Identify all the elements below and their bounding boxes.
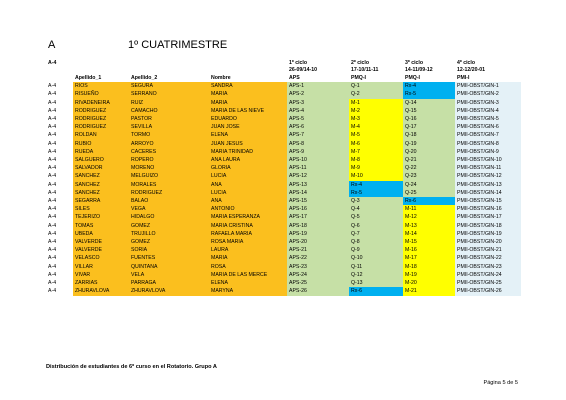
apellido-2-cell: CACERES (129, 148, 209, 156)
period-2-cell: M-3 (349, 115, 403, 123)
apellido-2-cell: VELA (129, 271, 209, 279)
period-1-cell: APS-2 (287, 90, 349, 98)
group-label: A-4 (48, 60, 57, 66)
nombre-cell: MARIA DE LAS NIEVE (209, 107, 287, 115)
nombre-cell: LAURA (209, 246, 287, 254)
nombre-cell: SANDRA (209, 82, 287, 90)
period-1-line1: 1º ciclo (289, 60, 308, 66)
period-2-cell: M-9 (349, 164, 403, 172)
page-number: Página 5 de 5 (483, 380, 518, 386)
period-4-cell: PMII-OBST/GIN-8 (455, 140, 521, 148)
apellido-2-cell: QUINTANA (129, 263, 209, 271)
group-cell: A-4 (48, 148, 57, 155)
apellido-1-cell: ZARRIAS (73, 279, 129, 287)
nombre-cell: ANTONIO (209, 205, 287, 213)
group-cell: A-4 (48, 91, 57, 98)
period-3-cell: M-15 (403, 238, 455, 246)
apellido-1-cell: RUEDA (73, 148, 129, 156)
apellido-2-cell: MELGUIZO (129, 172, 209, 180)
period-3-cell: Q-15 (403, 107, 455, 115)
period-2-cell: Q-8 (349, 238, 403, 246)
nombre-cell: LUCIA (209, 172, 287, 180)
period-1-cell: APS-10 (287, 156, 349, 164)
nombre-cell: EDUARDO (209, 115, 287, 123)
nombre-cell: ANA LAURA (209, 156, 287, 164)
apellido-2-cell: GOMEZ (129, 222, 209, 230)
table-caption: Distribución de estudiantes de 6º curso en el Rotatorio. Grupo A (46, 364, 217, 370)
period-2-cell: M-10 (349, 172, 403, 180)
apellido-1-cell: SEGARRA (73, 197, 129, 205)
apellido-1-cell: VILLAR (73, 263, 129, 271)
period-2-cell: M-2 (349, 107, 403, 115)
group-cell: A-4 (48, 206, 57, 213)
page-title: 1º CUATRIMESTRE (128, 39, 228, 51)
period-3-cell: M-12 (403, 213, 455, 221)
apellido-1-cell: UBEDA (73, 230, 129, 238)
nombre-cell: ANA (209, 197, 287, 205)
period-4-cell: PMII-OBST/GIN-4 (455, 107, 521, 115)
nombre-cell: ROSA MARIA (209, 238, 287, 246)
period-2-cell: M-6 (349, 140, 403, 148)
nombre-cell: LUCIA (209, 189, 287, 197)
group-cell: A-4 (48, 107, 57, 114)
apellido-2-cell: PARRAGA (129, 279, 209, 287)
group-cell: A-4 (48, 214, 57, 221)
period-1-cell: APS-21 (287, 246, 349, 254)
group-cell: A-4 (48, 230, 57, 237)
nombre-cell: MARIA ESPERANZA (209, 213, 287, 221)
table-row (46, 164, 521, 172)
period-1-cell: APS-4 (287, 107, 349, 115)
period-1-cell: APS-5 (287, 115, 349, 123)
table-row (46, 279, 521, 287)
period-3-cell: M-13 (403, 222, 455, 230)
period-3-cell: Q-17 (403, 123, 455, 131)
period-3-cell: Q-22 (403, 164, 455, 172)
period-4-cell: PMII-OBST/GIN-11 (455, 164, 521, 172)
table-row (46, 107, 521, 115)
period-3-cell: Rx-6 (403, 197, 455, 205)
table-row (46, 271, 521, 279)
group-cell: A-4 (48, 189, 57, 196)
table-row (46, 181, 521, 189)
period-4-cell: PMII-OBST/GIN-9 (455, 148, 521, 156)
apellido-2-cell: ROPERO (129, 156, 209, 164)
period-2-cell: Q-7 (349, 230, 403, 238)
apellido-2-cell: MORENO (129, 164, 209, 172)
period-3-cell: M-16 (403, 246, 455, 254)
period-4-cell: PMII-OBST/GIN-24 (455, 271, 521, 279)
apellido-1-cell: RUBIO (73, 140, 129, 148)
period-3-cell: M-17 (403, 254, 455, 262)
group-cell: A-4 (48, 132, 57, 139)
table-row (46, 148, 521, 156)
period-1-cell: APS-3 (287, 99, 349, 107)
period-1-cell: APS-24 (287, 271, 349, 279)
apellido-1-cell: RIOS (73, 82, 129, 90)
nombre-cell: MARIA (209, 99, 287, 107)
period-2-cell: M-8 (349, 156, 403, 164)
nombre-cell: JUAN JOSE (209, 123, 287, 131)
period-2-cell: Q-6 (349, 222, 403, 230)
apellido-1-cell: RODRIGUEZ (73, 115, 129, 123)
period-3-cell: Q-19 (403, 140, 455, 148)
period-2-cell: Rx-4 (349, 181, 403, 189)
nombre-cell: MARYNA (209, 287, 287, 295)
group-cell: A-4 (48, 288, 57, 295)
apellido-2-cell: MORALES (129, 181, 209, 189)
period-1-cell: APS-17 (287, 213, 349, 221)
period-2-cell: Q-5 (349, 213, 403, 221)
apellido-2-cell: TORMO (129, 131, 209, 139)
period-2-cell: Q-11 (349, 263, 403, 271)
table-row (46, 213, 521, 221)
period-2-cell: Q-3 (349, 197, 403, 205)
period-3-cell: Q-14 (403, 99, 455, 107)
period-4-cell: PMII-OBST/GIN-26 (455, 287, 521, 295)
period-2-dates: 17-10/11-11 (351, 67, 379, 74)
period-2-cell: Q-9 (349, 246, 403, 254)
table-row (46, 131, 521, 139)
period-2-cell: Q-1 (349, 82, 403, 90)
group-cell: A-4 (48, 83, 57, 90)
header-row-3 (46, 75, 521, 82)
period-3-cell: Q-24 (403, 181, 455, 189)
apellido-2-cell: SORIA (129, 246, 209, 254)
nombre-cell: JUAN JESUS (209, 140, 287, 148)
period-3-cell: Q-23 (403, 172, 455, 180)
period-4-cell: PMII-OBST/GIN-19 (455, 230, 521, 238)
period-3-cell: M-20 (403, 279, 455, 287)
period-4-cell: PMII-OBST/GIN-3 (455, 99, 521, 107)
period-2-line1: 2º ciclo (351, 60, 370, 66)
period-1-code: APS (289, 74, 300, 81)
period-2-cell: M-7 (349, 148, 403, 156)
group-cell: A-4 (48, 99, 57, 106)
period-2-cell: M-5 (349, 131, 403, 139)
apellido-2-cell: RODRIGUEZ (129, 189, 209, 197)
apellido-2-cell: SEGURA (129, 82, 209, 90)
period-4-dates: 12-12/20-01 (457, 67, 485, 74)
period-3-cell: M-19 (403, 271, 455, 279)
col-apellido-1: Apellido_1 (75, 74, 102, 81)
period-1-cell: APS-16 (287, 205, 349, 213)
period-1-cell: APS-20 (287, 238, 349, 246)
group-cell: A-4 (48, 181, 57, 188)
table-row (46, 156, 521, 164)
apellido-2-cell: BALAO (129, 197, 209, 205)
period-4-cell: PMII-OBST/GIN-2 (455, 90, 521, 98)
apellido-1-cell: VALVERDE (73, 238, 129, 246)
nombre-cell: ELENA (209, 279, 287, 287)
apellido-1-cell: RODRIGUEZ (73, 107, 129, 115)
apellido-2-cell: SEVILLA (129, 123, 209, 131)
period-1-cell: APS-22 (287, 254, 349, 262)
table-row (46, 115, 521, 123)
period-1-cell: APS-9 (287, 148, 349, 156)
period-1-cell: APS-7 (287, 131, 349, 139)
table-row (46, 123, 521, 131)
period-1-dates: 26-09/14-10 (289, 67, 317, 74)
period-3-dates: 14-11/09-12 (405, 67, 433, 74)
nombre-cell: ELENA (209, 131, 287, 139)
period-2-cell: Q-4 (349, 205, 403, 213)
period-4-cell: PMII-OBST/GIN-20 (455, 238, 521, 246)
group-cell: A-4 (48, 280, 57, 287)
group-cell: A-4 (48, 116, 57, 123)
nombre-cell: MARIA (209, 90, 287, 98)
table-row (46, 140, 521, 148)
period-3-cell: M-11 (403, 205, 455, 213)
group-cell: A-4 (48, 157, 57, 164)
group-cell: A-4 (48, 124, 57, 131)
group-cell: A-4 (48, 263, 57, 270)
col-apellido-2: Apellido_2 (131, 74, 158, 81)
apellido-1-cell: VELASCO (73, 254, 129, 262)
period-1-cell: APS-11 (287, 164, 349, 172)
period-3-cell: Q-16 (403, 115, 455, 123)
apellido-1-cell: SALVADOR (73, 164, 129, 172)
period-1-cell: APS-26 (287, 287, 349, 295)
period-3-cell: Rx-4 (403, 82, 455, 90)
apellido-2-cell: GOMEZ (129, 238, 209, 246)
table-row (46, 246, 521, 254)
period-3-cell: M-14 (403, 230, 455, 238)
apellido-1-cell: SALGUERO (73, 156, 129, 164)
period-1-cell: APS-13 (287, 181, 349, 189)
period-3-code: PMQ-I (405, 74, 420, 81)
nombre-cell: ROSA (209, 263, 287, 271)
header-row-2 (46, 67, 521, 74)
period-2-code: PMQ-I (351, 74, 366, 81)
nombre-cell: MARIA DE LAS MERCE (209, 271, 287, 279)
apellido-2-cell: HIDALGO (129, 213, 209, 221)
period-2-cell: M-1 (349, 99, 403, 107)
period-4-cell: PMII-OBST/GIN-25 (455, 279, 521, 287)
period-4-cell: PMII-OBST/GIN-12 (455, 172, 521, 180)
apellido-2-cell: ARROYO (129, 140, 209, 148)
period-4-cell: PMII-OBST/GIN-6 (455, 123, 521, 131)
period-4-cell: PMII-OBST/GIN-1 (455, 82, 521, 90)
group-cell: A-4 (48, 165, 57, 172)
period-3-cell: Q-25 (403, 189, 455, 197)
apellido-2-cell: TRUJILLO (129, 230, 209, 238)
nombre-cell: RAFAELA MARIA (209, 230, 287, 238)
period-4-cell: PMII-OBST/GIN-17 (455, 213, 521, 221)
table-row (46, 238, 521, 246)
apellido-1-cell: SANCHEZ (73, 181, 129, 189)
apellido-2-cell: PASTOR (129, 115, 209, 123)
period-2-cell: Rx-6 (349, 287, 403, 295)
period-3-cell: Rx-5 (403, 90, 455, 98)
table-row (46, 205, 521, 213)
apellido-2-cell: VEGA (129, 205, 209, 213)
period-3-cell: Q-20 (403, 148, 455, 156)
table-row (46, 99, 521, 107)
period-3-cell: Q-18 (403, 131, 455, 139)
group-cell: A-4 (48, 173, 57, 180)
period-4-cell: PMII-OBST/GIN-23 (455, 263, 521, 271)
period-1-cell: APS-19 (287, 230, 349, 238)
period-1-cell: APS-18 (287, 222, 349, 230)
group-cell: A-4 (48, 247, 57, 254)
group-cell: A-4 (48, 198, 57, 205)
period-1-cell: APS-15 (287, 197, 349, 205)
period-2-cell: Q-13 (349, 279, 403, 287)
period-3-cell: M-18 (403, 263, 455, 271)
group-cell: A-4 (48, 239, 57, 246)
period-1-cell: APS-23 (287, 263, 349, 271)
period-1-cell: APS-12 (287, 172, 349, 180)
period-4-cell: PMII-OBST/GIN-15 (455, 197, 521, 205)
apellido-1-cell: ZHURAVLOVA (73, 287, 129, 295)
period-1-cell: APS-25 (287, 279, 349, 287)
rotation-table (46, 60, 521, 296)
table-row (46, 263, 521, 271)
group-cell: A-4 (48, 271, 57, 278)
apellido-1-cell: RIVADENEIRA (73, 99, 129, 107)
nombre-cell: MARIA CRISTINA (209, 222, 287, 230)
period-3-cell: M-21 (403, 287, 455, 295)
apellido-2-cell: RUIZ (129, 99, 209, 107)
apellido-1-cell: TOMAS (73, 222, 129, 230)
period-1-cell: APS-14 (287, 189, 349, 197)
period-1-cell: APS-6 (287, 123, 349, 131)
apellido-2-cell: FUENTES (129, 254, 209, 262)
table-row (46, 82, 521, 90)
nombre-cell: MARIA TRINIDAD (209, 148, 287, 156)
nombre-cell: MARIA (209, 254, 287, 262)
table-row (46, 230, 521, 238)
apellido-2-cell: SERRANO (129, 90, 209, 98)
table-row (46, 189, 521, 197)
group-letter: A (48, 39, 56, 51)
apellido-1-cell: RODRIGUEZ (73, 123, 129, 131)
period-4-line1: 4º ciclo (457, 60, 476, 66)
period-2-cell: Q-2 (349, 90, 403, 98)
period-4-cell: PMII-OBST/GIN-7 (455, 131, 521, 139)
period-4-cell: PMII-OBST/GIN-21 (455, 246, 521, 254)
table-row (46, 90, 521, 98)
apellido-1-cell: TEJERIZO (73, 213, 129, 221)
apellido-2-cell: ZHURAVLOVA (129, 287, 209, 295)
period-4-cell: PMII-OBST/GIN-13 (455, 181, 521, 189)
header-row-1 (46, 60, 521, 67)
group-cell: A-4 (48, 222, 57, 229)
period-2-cell: Q-12 (349, 271, 403, 279)
table-row (46, 197, 521, 205)
period-2-cell: M-4 (349, 123, 403, 131)
period-3-line1: 3º ciclo (405, 60, 424, 66)
apellido-2-cell: CAMACHO (129, 107, 209, 115)
apellido-1-cell: SILES (73, 205, 129, 213)
period-1-cell: APS-1 (287, 82, 349, 90)
period-2-cell: Q-10 (349, 254, 403, 262)
col-nombre: Nombre (211, 74, 231, 81)
table-row (46, 222, 521, 230)
group-cell: A-4 (48, 255, 57, 262)
period-3-cell: Q-21 (403, 156, 455, 164)
apellido-1-cell: VALVERDE (73, 246, 129, 254)
table-row (46, 287, 521, 295)
period-4-cell: PMII-OBST/GIN-18 (455, 222, 521, 230)
period-1-cell: APS-8 (287, 140, 349, 148)
nombre-cell: GLORIA (209, 164, 287, 172)
period-4-cell: PMII-OBST/GIN-14 (455, 189, 521, 197)
period-4-cell: PMII-OBST/GIN-10 (455, 156, 521, 164)
period-4-cell: PMII-OBST/GIN-16 (455, 205, 521, 213)
apellido-1-cell: RISUEÑO (73, 90, 129, 98)
period-4-cell: PMII-OBST/GIN-22 (455, 254, 521, 262)
period-4-code: PMI-I (457, 74, 470, 81)
nombre-cell: ANA (209, 181, 287, 189)
apellido-1-cell: ROLDAN (73, 131, 129, 139)
table-row (46, 172, 521, 180)
group-cell: A-4 (48, 140, 57, 147)
apellido-1-cell: SANCHEZ (73, 172, 129, 180)
period-2-cell: Rx-5 (349, 189, 403, 197)
apellido-1-cell: SANCHEZ (73, 189, 129, 197)
apellido-1-cell: VIVAR (73, 271, 129, 279)
period-4-cell: PMII-OBST/GIN-5 (455, 115, 521, 123)
table-row (46, 254, 521, 262)
